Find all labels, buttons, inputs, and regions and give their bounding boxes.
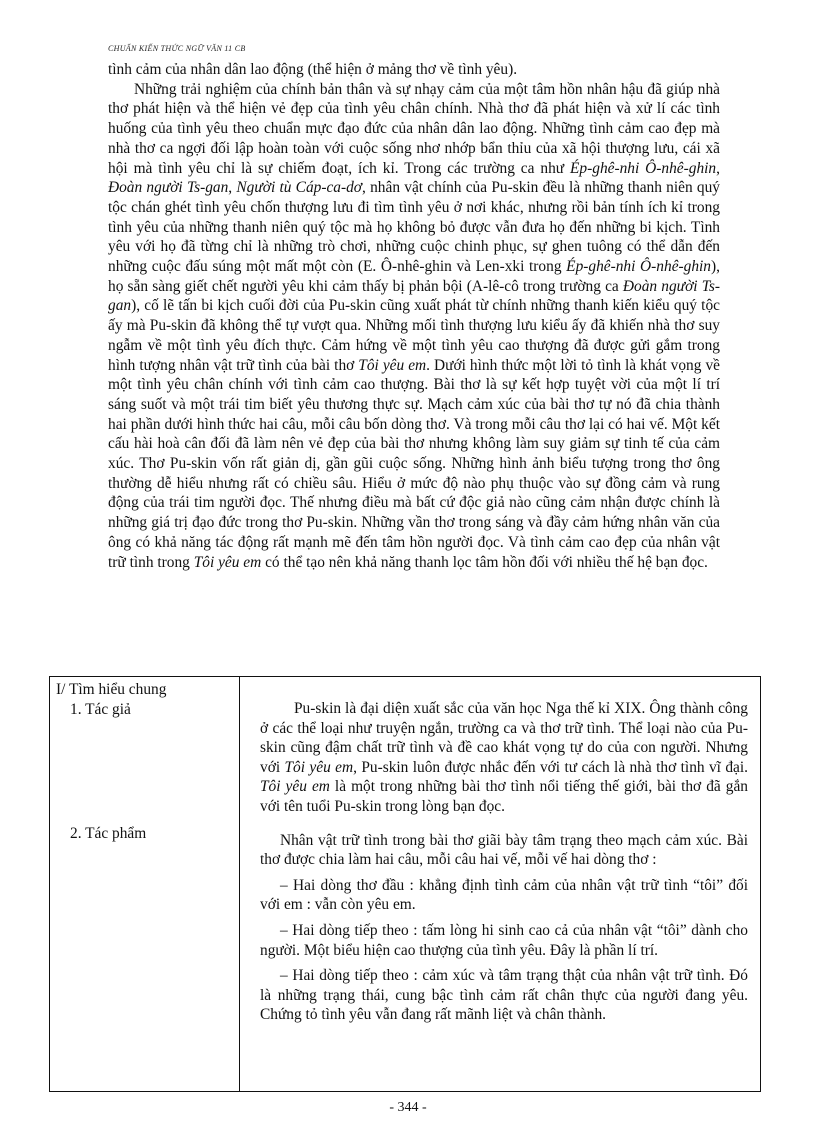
work-label: 2. Tác phẩm bbox=[70, 825, 147, 842]
author-paragraph: Pu-skin là đại diện xuất sắc của văn học Nga thế kỉ XIX. Ông thành công ở các thể loại như truyện ngắn, trường ca và thơ trữ tình. Thể loại nào của Pu-skin cũng đậm chất trữ tình và đề cao khát vọng tự do của con người. Nhưng với Tôi yêu em, Pu-skin luôn được nhắc đến với tư cách là nhà thơ tình vĩ đại. Tôi yêu em là một trong những bài thơ tình nổi tiếng thế giới, bài thơ đã gắn với tên tuổi Pu-skin trong lòng bạn đọc. bbox=[260, 700, 749, 815]
work-point-2: – Hai dòng tiếp theo : tấm lòng hi sinh cao cả của nhân vật “tôi” dành cho người. Một biểu hiện cao thượng của tình yêu. Đây là phần lí trí. bbox=[260, 921, 748, 959]
table-content-column bbox=[240, 677, 760, 1091]
work-intro: Nhân vật trữ tình trong bài thơ giãi bày tâm trạng theo mạch cảm xúc. Bài thơ được chia làm hai câu, mỗi câu hai vế, mỗi vế hai dòng thơ : bbox=[260, 831, 748, 869]
page-number: - 344 - bbox=[389, 1100, 427, 1115]
work-point-1: – Hai dòng thơ đầu : khẳng định tình cảm của nhân vật trữ tình “tôi” đối với em : vẫn còn yêu em. bbox=[260, 876, 748, 914]
body-text bbox=[108, 60, 720, 572]
running-header: CHUẨN KIẾN THỨC NGỮ VĂN 11 CB bbox=[108, 44, 246, 53]
author-label: 1. Tác giả bbox=[70, 701, 131, 718]
paragraph-1: tình cảm của nhân dân lao động (thể hiện ở mảng thơ về tình yêu). bbox=[108, 61, 518, 78]
section-label: I/ Tìm hiểu chung bbox=[56, 681, 167, 698]
table-label-column bbox=[50, 677, 240, 1091]
summary-table bbox=[49, 676, 761, 1092]
work-point-3: – Hai dòng tiếp theo : cảm xúc và tâm trạng thật của nhân vật trữ tình. Đó là những trạng thái, cung bậc tình cảm rất chân thực của người đang yêu. Chứng tỏ tình yêu vẫn đang rất mãnh liệt và chân thành. bbox=[260, 967, 748, 1024]
paragraph-2: Những trải nghiệm của chính bản thân và sự nhạy cảm của một tâm hồn nhân hậu đã giúp nhà thơ phát hiện và thể hiện vẻ đẹp của tình yêu chân chính. Nhà thơ đã phát hiện và xử lí các tình huống của tình yêu theo chuẩn mực đạo đức của nhân dân lao động. Những tình cảm cao đẹp mà nhà thơ ca ngợi đối lập hoàn toàn với cuộc sống nhơ nhớp bẩn thỉu của xã hội thượng lưu, cái xã hội mà tình yêu chỉ là sự chiếm đoạt, ích kỉ. Trong các trường ca như Ép-ghê-nhi Ô-nhê-ghin, Đoàn người Ts-gan, Người tù Cáp-ca-dơ, nhân vật chính của Pu-skin đều là những thanh niên quý tộc chán ghét tình yêu chốn thượng lưu đi tìm tình yêu ở nơi khác, nhưng rồi bản tính ích kỉ trong tình yêu của những thanh niên quý tộc mà họ không bỏ được vẫn đưa họ đến những bi kịch. Tình yêu với họ đã từng chỉ là những trò chơi, những cuộc chinh phục, sự ghen tuông có thể dẫn đến những cuộc đấu súng một mất một còn (E. Ô-nhê-ghin và Len-xki trong Ép-ghê-nhi Ô-nhê-ghin), họ sẵn sàng giết chết người yêu khi cảm thấy bị phản bội (A-lê-cô trong trường ca Đoàn người Ts-gan), cố lẽ tấn bi kịch cuối đời của Pu-skin cũng xuất phát từ chính những thanh kiến kiểu quý tộc ấy mà Pu-skin đã không thể tự vượt qua. Những mối tình thượng lưu kiểu ấy đã khiến nhà thơ suy ngẫm về một tình yêu đích thực. Cảm hứng về một tình yêu cao thượng đã được gửi gắm trong hình tượng nhân vật trữ tình của bài thơ Tôi yêu em. Dưới hình thức một lời tỏ tình là khát vọng về một tình yêu chân chính với tình cảm cao thượng. Bài thơ là sự kết hợp tuyệt vời của một lí trí sáng suốt và một trái tim biết yêu thương thực sự. Mạch cảm xúc của bài thơ tự nó đã chia thành hai phần dưới hình thức hai câu, mỗi câu bốn dòng thơ. Và trong mỗi câu thơ lại có hai vế. Một kết cấu hài hoà cân đối đã làm nên vẻ đẹp của bài thơ nhưng không làm suy giảm sự tinh tế của cảm xúc. Thơ Pu-skin vốn rất giản dị, gần gũi cuộc sống. Những hình ảnh biểu tượng trong thơ ông thường dễ hiểu nhưng rất có chiều sâu. Hiểu ở mức độ nào phụ thuộc vào sự đồng cảm và rung động của trái tim người đọc. Thế nhưng điều mà bất cứ độc giả nào cũng cảm nhận được chính là những giá trị đạo đức trong thơ Pu-skin. Những vần thơ trong sáng và đầy cảm hứng nhân văn của ông có khả năng tác động rất mạnh mẽ đến tâm hồn người đọc. Và tình cảm cao đẹp của nhân vật trữ tình trong Tôi yêu em có thể tạo nên khả năng thanh lọc tâm hồn đối với nhiều thế hệ bạn đọc. bbox=[108, 80, 720, 571]
